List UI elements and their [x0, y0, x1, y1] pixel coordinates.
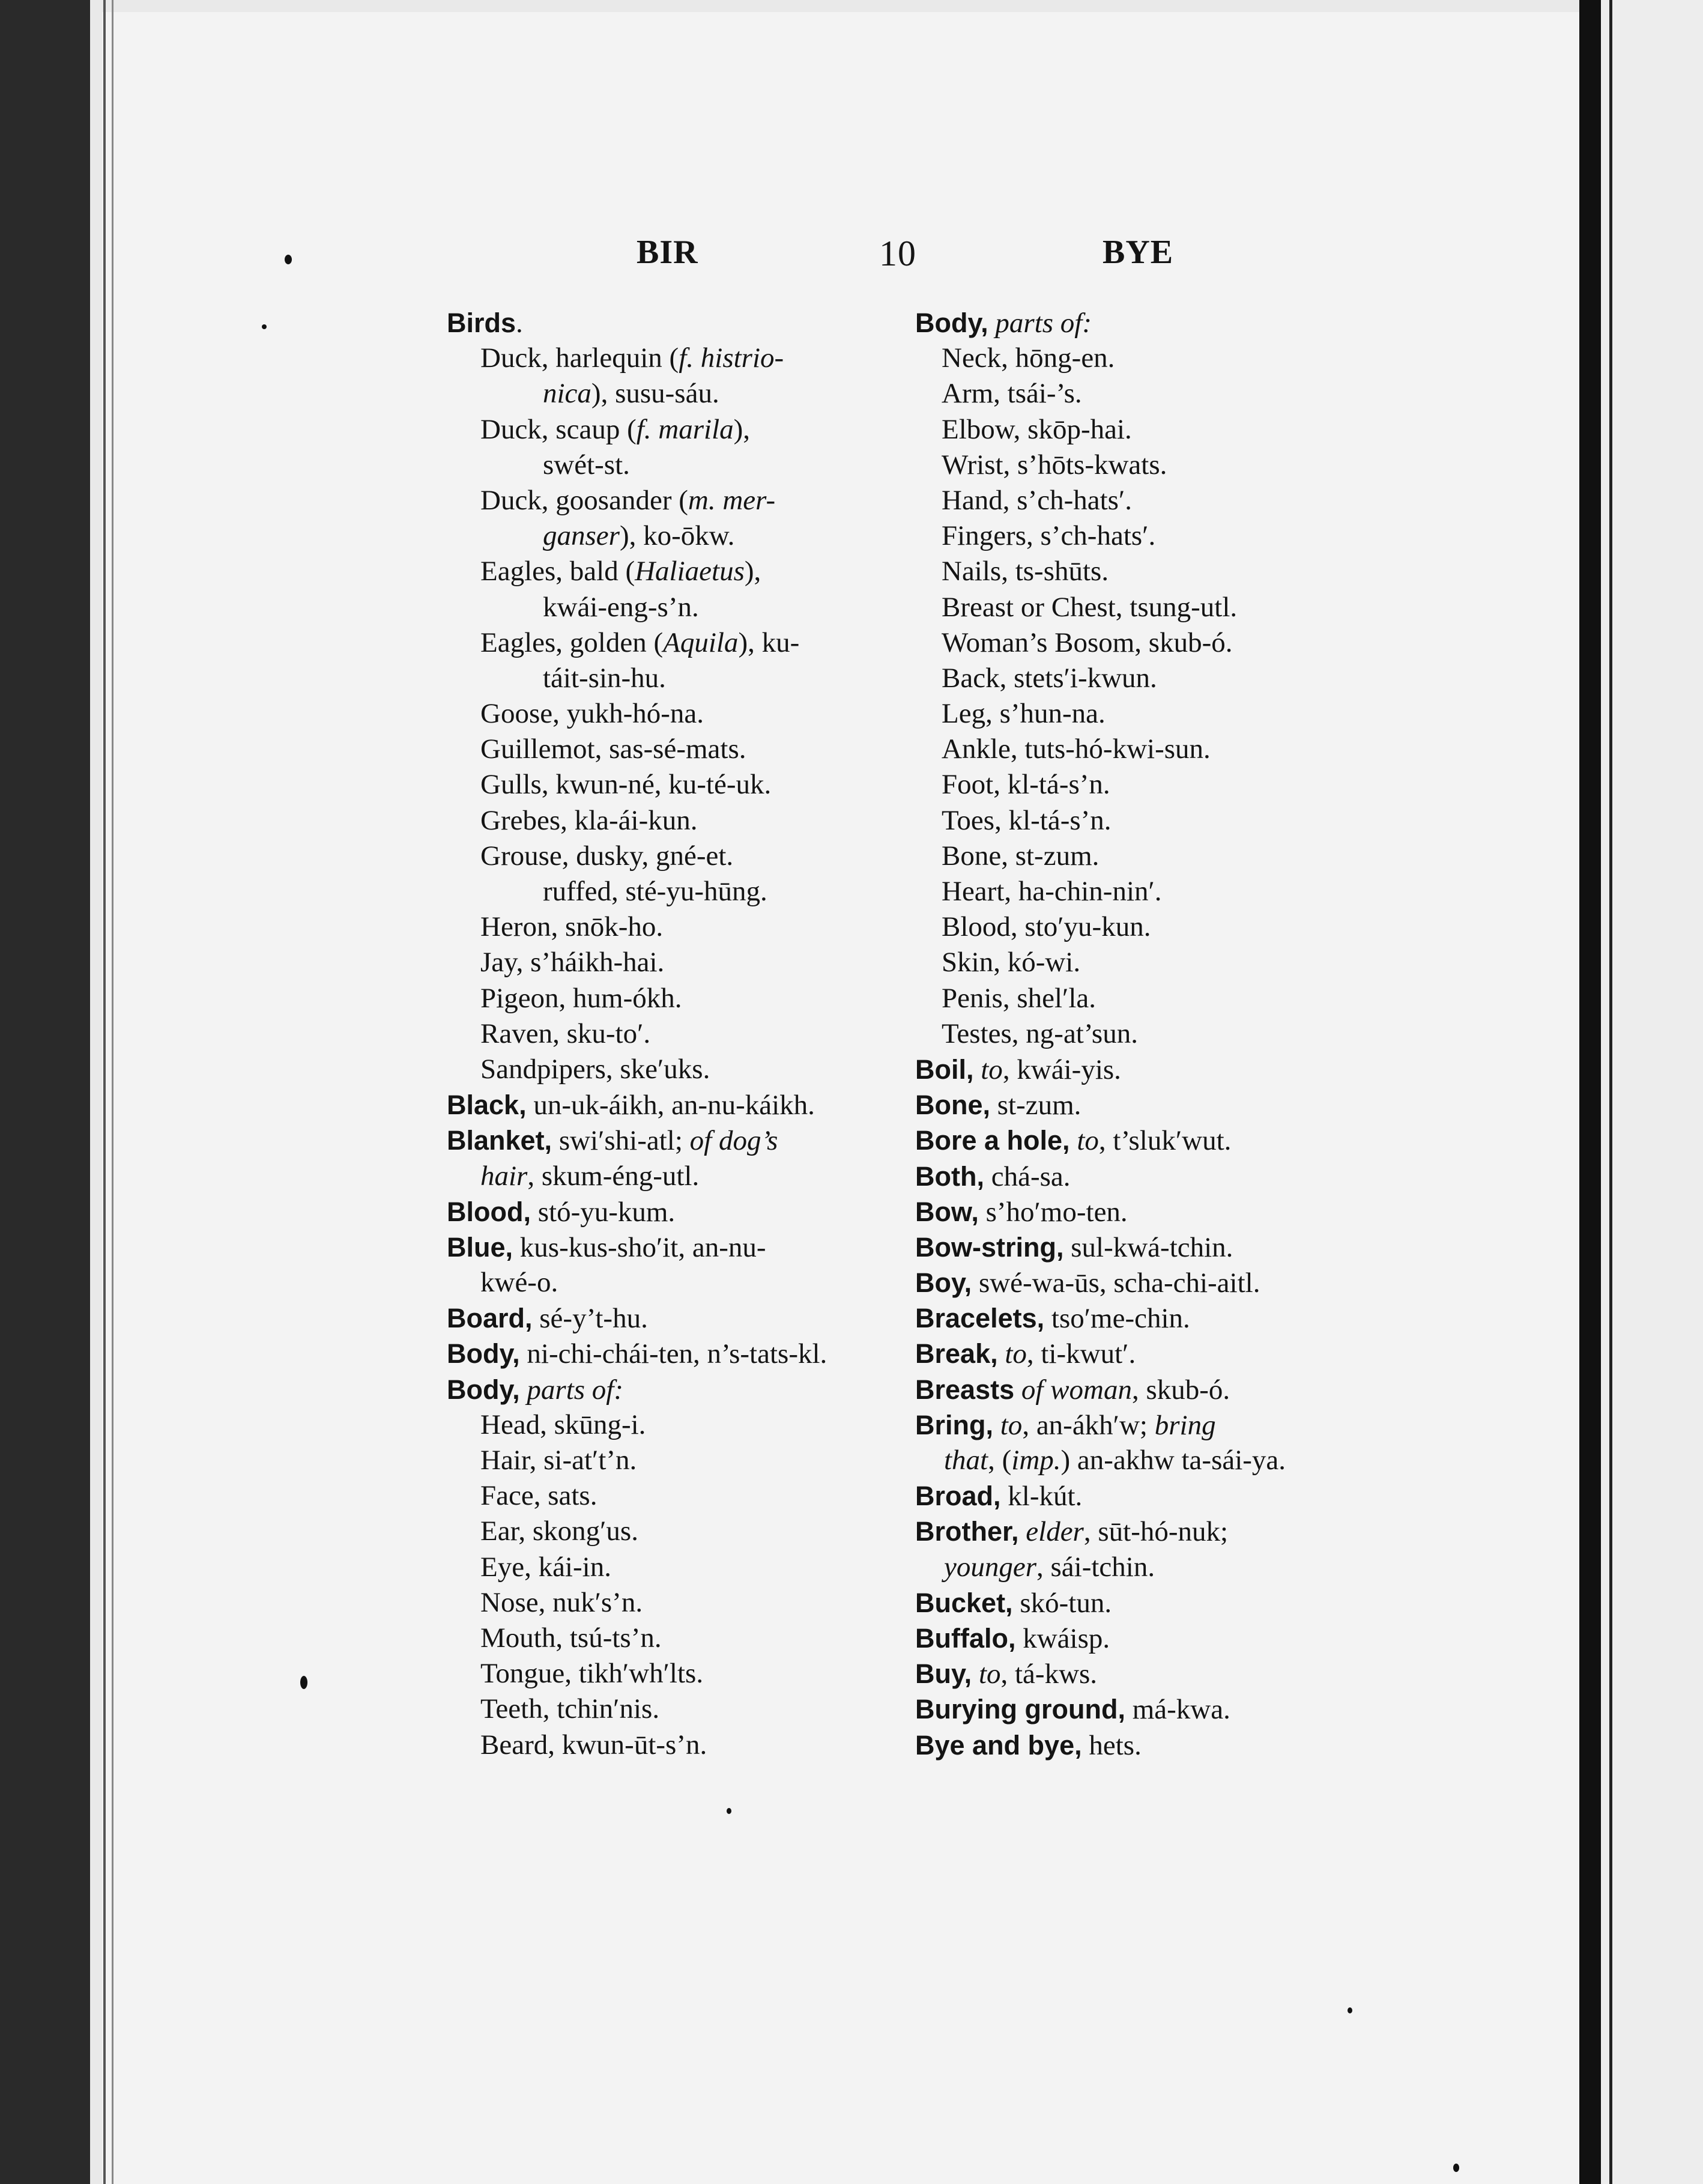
headword: Bucket, — [915, 1587, 1013, 1618]
scan-margin-left — [0, 0, 90, 2184]
italic-gloss: that — [944, 1445, 988, 1476]
entry-text: Teeth, tchin′nis. — [480, 1693, 660, 1725]
entry-line — [447, 376, 903, 411]
entry-line — [447, 1514, 903, 1549]
entry-line — [915, 412, 1372, 447]
entry-text: Ear, skong′us. — [480, 1515, 638, 1547]
entry-text: Eye, kái-in. — [480, 1551, 611, 1583]
italic-gloss: to — [997, 1338, 1027, 1370]
entry-line — [915, 1016, 1372, 1052]
entry-headword-line — [915, 1194, 1372, 1230]
entry-headword-line — [447, 1087, 903, 1123]
italic-gloss: bring — [1154, 1409, 1216, 1441]
entry-text: Fingers, s’ch-hats′. — [942, 520, 1156, 552]
entry-line — [915, 839, 1372, 874]
entry-headword-line — [915, 1478, 1372, 1514]
entry-line — [915, 909, 1372, 945]
entry-line — [447, 341, 903, 376]
italic-gloss: of woman — [1014, 1374, 1132, 1406]
entry-text: kus-kus-sho′it, an-nu- — [513, 1231, 766, 1263]
entry-headword-line — [447, 1194, 903, 1230]
entry-line — [447, 1550, 903, 1585]
headword: Bow-string, — [915, 1231, 1064, 1263]
entry-text: , t’sluk′wut. — [1098, 1125, 1232, 1157]
entry-text: Ankle, tuts-hó-kwi-sun. — [942, 733, 1211, 765]
headword: Blanket, — [447, 1125, 552, 1156]
entry-text: Back, stets′i-kwun. — [942, 662, 1157, 694]
headword: Body, — [915, 308, 988, 338]
entry-line — [447, 625, 903, 661]
headword: Blue, — [447, 1231, 513, 1263]
italic-gloss: Haliaetus — [635, 556, 745, 587]
entry-text: kwáisp. — [1015, 1622, 1110, 1654]
entry-text: Penis, shel′la. — [942, 982, 1097, 1014]
ink-speck — [300, 1676, 307, 1689]
entry-line — [915, 661, 1372, 696]
entry-text: kl-kút. — [1000, 1481, 1083, 1512]
entry-headword-line — [915, 1585, 1372, 1621]
entry-line — [915, 483, 1372, 518]
entry-line — [447, 1585, 903, 1621]
headword: Broad, — [915, 1481, 1001, 1512]
entry-text: Testes, ng-at’sun. — [942, 1018, 1138, 1049]
entry-line — [447, 1478, 903, 1514]
entry-text: ), — [733, 413, 751, 445]
entry-text: sé-y’t-hu. — [532, 1303, 648, 1335]
entry-line — [447, 1407, 903, 1443]
entry-line — [447, 1265, 903, 1300]
entry-line — [447, 767, 903, 802]
entry-line — [447, 945, 903, 980]
entry-line — [915, 376, 1372, 411]
entry-text: má-kwa. — [1125, 1694, 1230, 1726]
entry-headword-line — [915, 1514, 1372, 1549]
entry-headword-line — [915, 1300, 1372, 1336]
italic-gloss: to — [973, 1054, 1003, 1085]
entry-text: un-uk-áikh, an-nu-káikh. — [526, 1090, 815, 1121]
entry-headword-line — [447, 1123, 903, 1158]
entry-text: kwái-eng-s’n. — [543, 591, 699, 623]
headword: Burying ground, — [915, 1694, 1125, 1725]
entry-text: Woman’s Bosom, skub-ó. — [942, 626, 1233, 658]
entry-text: ni-chi-chái-ten, n’s-tats-kl. — [519, 1338, 827, 1370]
entry-line — [447, 1052, 903, 1087]
entry-line — [447, 1159, 903, 1194]
entry-line — [447, 696, 903, 732]
entry-text: hets. — [1081, 1729, 1142, 1761]
headword: Break, — [915, 1338, 998, 1370]
headword: Black, — [447, 1090, 527, 1121]
entry-text: swé-wa-ūs, scha-chi-aitl. — [972, 1267, 1260, 1299]
headword: Blood, — [447, 1196, 531, 1227]
entry-text: Toes, kl-tá-s’n. — [942, 804, 1112, 836]
italic-gloss: to — [993, 1409, 1023, 1441]
headword: Bye and bye, — [915, 1729, 1082, 1761]
entry-line — [915, 981, 1372, 1016]
entry-line — [447, 803, 903, 839]
entry-text: s’ho′mo-ten. — [978, 1196, 1128, 1228]
entry-text: , an-ákh′w; — [1022, 1409, 1155, 1441]
entry-line — [447, 874, 903, 909]
ink-speck — [262, 324, 267, 329]
entry-text: Heart, ha-chin-nin′. — [942, 876, 1162, 907]
entry-text: , ti-kwut′. — [1026, 1338, 1136, 1370]
entry-line — [915, 1443, 1372, 1478]
italic-gloss: ganser — [543, 520, 620, 552]
entry-text: swi′shi-atl; — [552, 1125, 690, 1157]
entry-text: Duck, goosander ( — [480, 484, 688, 516]
entry-text: táit-sin-hu. — [543, 662, 666, 694]
headword: Bone, — [915, 1090, 991, 1121]
page-edge-line — [103, 0, 106, 2184]
left-column — [447, 305, 903, 1763]
entry-text: sul-kwá-tchin. — [1063, 1231, 1233, 1263]
entry-text: Heron, snōk-ho. — [480, 911, 664, 943]
entry-line — [447, 590, 903, 625]
ink-speck — [727, 1808, 731, 1814]
entry-line — [447, 1656, 903, 1691]
entry-text: Eagles, golden ( — [480, 626, 664, 658]
entry-line — [915, 945, 1372, 980]
headword: Buy, — [915, 1658, 972, 1690]
italic-gloss: f. marila — [636, 413, 734, 445]
entry-headword-line — [447, 1230, 903, 1265]
headword: Bow, — [915, 1196, 979, 1227]
entry-headword-line — [447, 1300, 903, 1336]
headword: Boil, — [915, 1054, 974, 1085]
entry-text: Hair, si-at′t’n. — [480, 1445, 637, 1476]
headword: Brother, — [915, 1516, 1019, 1547]
entry-line — [447, 1016, 903, 1052]
entry-line — [447, 1443, 903, 1478]
italic-gloss: parts of: — [988, 308, 1092, 339]
entry-text: Beard, kwun-ūt-s’n. — [480, 1729, 707, 1761]
headword: Both, — [915, 1160, 984, 1192]
entry-headword-line — [915, 1087, 1372, 1123]
italic-gloss: Aquila — [663, 626, 739, 658]
headword: Birds — [447, 308, 516, 338]
headword: Board, — [447, 1303, 533, 1334]
facing-page-edge — [1601, 0, 1703, 2184]
entry-text: Tongue, tikh′wh′lts. — [480, 1658, 704, 1690]
entry-text: , tá-kws. — [1000, 1658, 1098, 1690]
entry-text: Leg, s’hun-na. — [942, 698, 1106, 730]
entry-text: Goose, yukh-hó-na. — [480, 698, 704, 730]
entry-text: Grebes, kla-ái-kun. — [480, 804, 698, 836]
entry-line — [915, 447, 1372, 483]
italic-gloss: to — [1069, 1125, 1099, 1157]
entry-headword-line — [915, 1230, 1372, 1265]
entry-text: Duck, scaup ( — [480, 413, 637, 445]
entry-line — [447, 483, 903, 518]
entry-text: st-zum. — [990, 1090, 1081, 1121]
entry-text: Blood, sto′yu-kun. — [942, 911, 1151, 943]
headword: Bore a hole, — [915, 1125, 1070, 1156]
italic-gloss: to — [972, 1658, 1001, 1690]
entry-text: , skub-ó. — [1131, 1374, 1230, 1406]
entry-headword-line — [915, 1691, 1372, 1727]
right-column — [915, 305, 1372, 1763]
entry-headword-line — [915, 1372, 1372, 1407]
entry-text: Mouth, tsú-ts’n. — [480, 1622, 662, 1654]
entry-text: Hand, s’ch-hats′. — [942, 484, 1132, 516]
entry-headword-line — [915, 1621, 1372, 1656]
entry-line — [915, 803, 1372, 839]
entry-line — [447, 554, 903, 589]
entry-line — [915, 1550, 1372, 1585]
italic-gloss: imp. — [1011, 1445, 1061, 1476]
entry-headword-line — [447, 1336, 903, 1371]
scan-margin-right — [1579, 0, 1601, 2184]
page-edge-line — [112, 0, 113, 2184]
entry-headword-line — [915, 1052, 1372, 1087]
running-head-left: BIR — [637, 234, 698, 271]
entry-text: , sūt-hó-nuk; — [1083, 1516, 1229, 1548]
entry-text: Gulls, kwun-né, ku-té-uk. — [480, 769, 772, 801]
entry-text: Breast or Chest, tsung-utl. — [942, 591, 1238, 623]
entry-text: Face, sats. — [480, 1480, 597, 1512]
entry-text: Foot, kl-tá-s’n. — [942, 769, 1110, 801]
italic-gloss: elder — [1018, 1516, 1084, 1548]
headword: Bring, — [915, 1409, 993, 1440]
entry-text: Wrist, s’hōts-kwats. — [942, 449, 1167, 481]
entry-text: ), susu-sáu. — [591, 378, 719, 410]
entry-line — [915, 341, 1372, 376]
ink-speck — [1453, 2164, 1459, 2172]
entry-line — [915, 767, 1372, 802]
entry-line — [915, 518, 1372, 554]
running-head-right: BYE — [1103, 234, 1174, 271]
entry-line — [447, 518, 903, 554]
entry-text: Grouse, dusky, gné-et. — [480, 840, 734, 872]
entry-text: Arm, tsái-’s. — [942, 378, 1082, 410]
entry-text: tso′me-chin. — [1044, 1303, 1190, 1335]
entry-text: ), — [744, 556, 761, 587]
entry-line — [447, 981, 903, 1016]
entry-text: Sandpipers, ske′uks. — [480, 1053, 710, 1085]
entry-text: Duck, harlequin ( — [480, 342, 679, 374]
entry-text: , ( — [988, 1445, 1012, 1476]
entry-text: . — [516, 308, 523, 339]
ink-speck — [285, 255, 292, 264]
italic-gloss: parts of: — [519, 1374, 624, 1406]
entry-text: , sái-tchin. — [1036, 1551, 1155, 1583]
headword: Boy, — [915, 1267, 972, 1299]
italic-gloss: f. histrio- — [679, 342, 784, 374]
headword: Bracelets, — [915, 1303, 1045, 1334]
entry-text: Guillemot, sas-sé-mats. — [480, 733, 746, 765]
headword: Body, — [447, 1374, 520, 1405]
entry-line — [447, 909, 903, 945]
headword: Body, — [447, 1338, 520, 1370]
entry-text: ), ku- — [738, 626, 800, 658]
entry-text: ), ko-ōkw. — [619, 520, 735, 552]
entry-text: Raven, sku-to′. — [480, 1018, 651, 1049]
entry-text: skó-tun. — [1012, 1587, 1112, 1619]
entry-text: Nose, nuk′s’n. — [480, 1586, 643, 1618]
entry-text: stó-yu-kum. — [530, 1196, 676, 1228]
italic-gloss: hair — [480, 1160, 528, 1192]
entry-text: Jay, s’háikh-hai. — [480, 947, 665, 978]
entry-line — [447, 412, 903, 447]
entry-headword-line — [915, 1407, 1372, 1443]
facing-page-line — [1609, 0, 1612, 2184]
page-number: 10 — [879, 234, 916, 273]
entry-text: , skum-éng-utl. — [527, 1160, 700, 1192]
entry-text: , kwái-yis. — [1002, 1054, 1121, 1085]
entry-text: kwé-o. — [480, 1267, 558, 1299]
entry-text: Head, skūng-i. — [480, 1409, 646, 1440]
entry-text: Skin, kó-wi. — [942, 947, 1081, 978]
entry-line — [447, 1621, 903, 1656]
entry-line — [447, 661, 903, 696]
entry-headword-line — [915, 1727, 1372, 1763]
entry-line — [447, 732, 903, 767]
entry-text: Neck, hōng-en. — [942, 342, 1115, 374]
italic-gloss: m. mer- — [688, 484, 776, 516]
entry-line — [915, 696, 1372, 732]
entry-line — [447, 447, 903, 483]
entry-text: Elbow, skōp-hai. — [942, 413, 1132, 445]
entry-headword-line — [915, 1123, 1372, 1158]
entry-headword-line — [447, 305, 903, 341]
entry-text: ruffed, sté-yu-hūng. — [543, 876, 767, 907]
entry-text: Bone, st-zum. — [942, 840, 1100, 872]
entry-line — [447, 839, 903, 874]
entry-text: Eagles, bald ( — [480, 556, 635, 587]
entry-text: Nails, ts-shūts. — [942, 556, 1109, 587]
italic-gloss: younger — [944, 1551, 1037, 1583]
entry-line — [915, 625, 1372, 661]
entry-line — [915, 732, 1372, 767]
entry-line — [915, 590, 1372, 625]
italic-gloss: of dog’s — [689, 1125, 778, 1157]
entry-text: swét-st. — [543, 449, 630, 481]
entry-line — [447, 1691, 903, 1727]
entry-line — [915, 874, 1372, 909]
entry-text: ) an-akhw ta-sái-ya. — [1060, 1445, 1286, 1476]
entry-headword-line — [915, 305, 1372, 341]
entry-headword-line — [915, 1265, 1372, 1300]
ink-speck — [1348, 2007, 1352, 2013]
entry-headword-line — [915, 1336, 1372, 1371]
entry-headword-line — [915, 1159, 1372, 1194]
entry-headword-line — [447, 1372, 903, 1407]
entry-text: Pigeon, hum-ókh. — [480, 982, 682, 1014]
headword: Breasts — [915, 1374, 1015, 1405]
headword: Buffalo, — [915, 1622, 1016, 1654]
entry-line — [447, 1727, 903, 1763]
entry-headword-line — [915, 1656, 1372, 1691]
italic-gloss: nica — [543, 378, 591, 410]
entry-line — [915, 554, 1372, 589]
entry-text: chá-sa. — [984, 1160, 1071, 1192]
